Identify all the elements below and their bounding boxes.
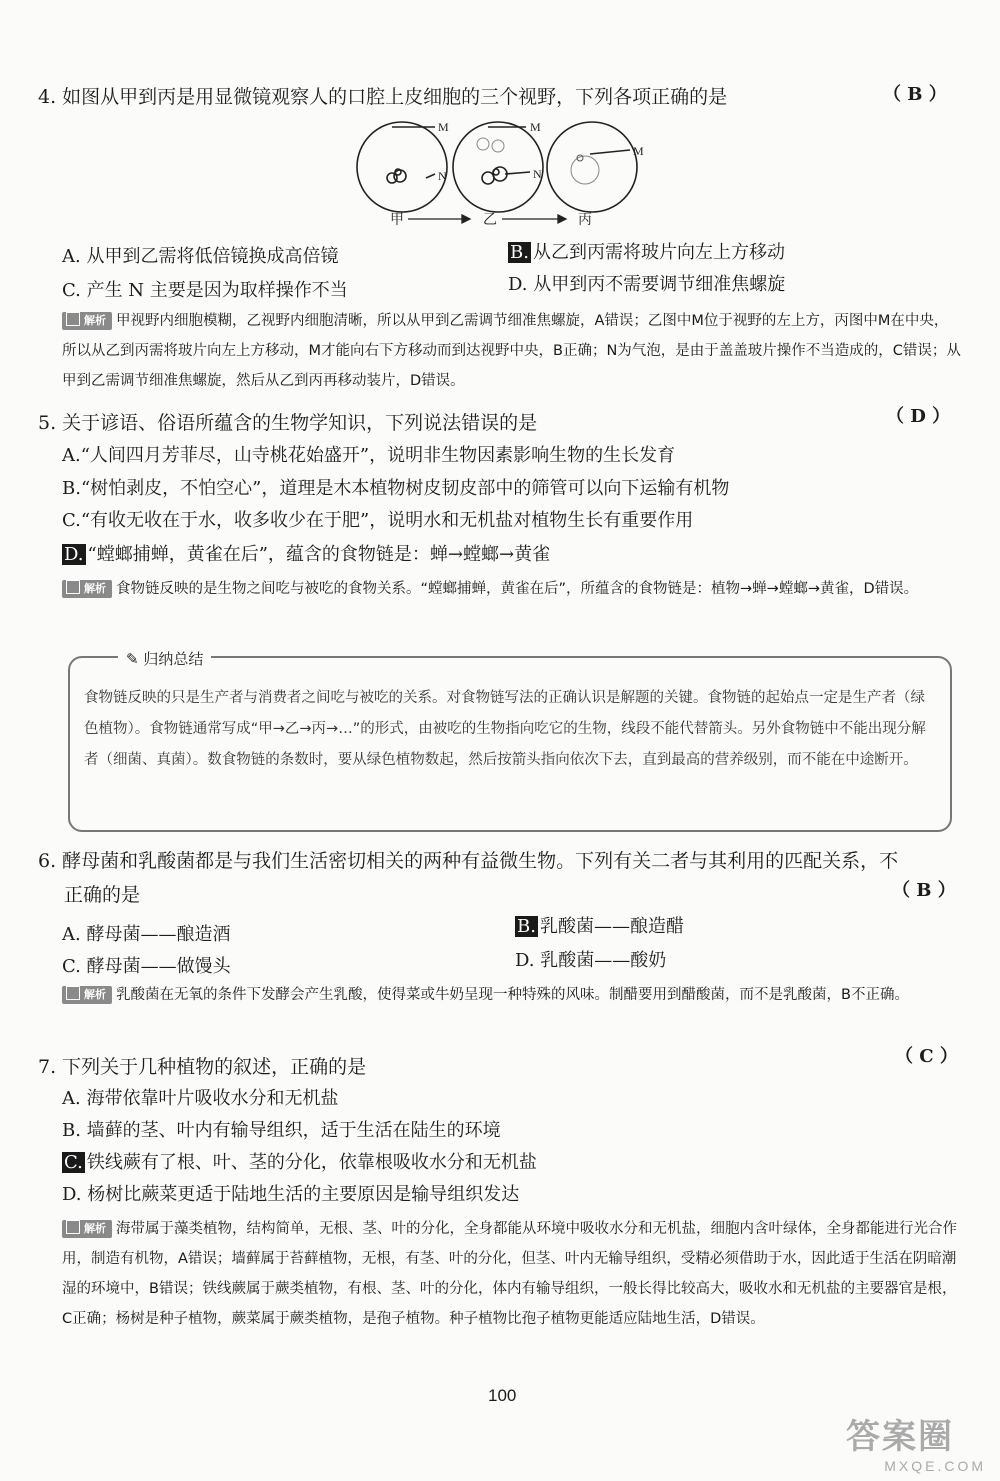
q7-option-d: D. 杨树比蕨菜更适于陆地生活的主要原因是输导组织发达 [62,1184,520,1205]
pencil-icon: ✎ [126,650,139,668]
watermark-logo [846,1409,986,1473]
q5-answer: （ D ） [886,406,951,427]
analysis-tag-label: 解析 [84,1222,106,1235]
q5-option-d [62,540,550,566]
q4-option-b-text: 从乙到丙需将玻片向左上方移动 [532,242,785,263]
q4-option-d: D. 从甲到丙不需要调节细准焦螺旋 [508,274,786,295]
microscope-fields-figure [340,110,660,230]
label-m-3: M [633,144,644,158]
q7-option-c-text: 铁线蕨有了根、叶、茎的分化，依靠根吸收水分和无机盐 [86,1152,537,1173]
label-jia: 甲 [390,212,404,228]
q6-analysis [62,980,962,1010]
label-n-2: N [533,167,542,181]
q5-stem: 5. 关于谚语、俗语所蕴含的生物学知识，下列说法错误的是 [38,412,538,434]
answer-mark: B. [517,916,536,937]
q4-stem: 4. 如图从甲到丙是用显微镜观察人的口腔上皮细胞的三个视野，下列各项正确的是 [38,86,728,108]
book-icon [66,1220,80,1234]
analysis-tag-label: 解析 [84,582,106,595]
answer-mark: D. [64,544,84,565]
field-bing [547,122,637,212]
q4-analysis [62,306,962,396]
summary-text: 食物链反映的只是生产者与消费者之间吃与被吃的关系。对食物链写法的正确认识是解题的关键。食物链的起始点一定是生产者（绿色植物）。食物链通常写成“甲→乙→丙→…”的形式，由被吃的生物指向吃它的生物，线段不能代替箭头。另外食物链中不能出现分解者（细菌、真菌）。数食物链的条数时，要从绿色植物数起，然后按箭头指向依次下去，直到最高的营养级别，而不能在中途断开。 [84,690,926,768]
q5-option-c: C.“有收无收在于水，收多收少在于肥”，说明水和无机盐对植物生长有重要作用 [62,510,694,531]
q7-analysis-text: 海带属于藻类植物，结构简单，无根、茎、叶的分化，全身都能从环境中吸收水分和无机盐，细胞内含叶绿体，全身都能进行光合作用，制造有机物，A错误；墙藓属于苔藓植物，无根，有茎、叶的分化，但茎、叶内无输导组织，受精必须借助于水，因此适于生活在阴暗潮湿的环境中，B错误；铁线蕨属于蕨类植物，有根、茎、叶的分化，体内有输导组织，一般长得比较高大，吸收水和无机盐的主要器官是根，C正确；杨树是种子植物，蕨菜属于蕨类植物，是孢子植物。种子植物比孢子植物更能适应陆地生活，D错误。 [62,1221,957,1327]
answer-mark: C. [64,1152,83,1173]
q7-stem: 7. 下列关于几种植物的叙述，正确的是 [38,1056,367,1078]
answer-mark: B. [510,242,529,263]
analysis-tag-label: 解析 [84,988,106,1001]
q6-option-b-text: 乳酸菌——酿造醋 [539,916,684,937]
book-icon [66,986,80,1000]
label-m-2: M [530,120,541,134]
q7-option-a: A. 海带依靠叶片吸收水分和无机盐 [62,1088,339,1109]
analysis-tag [62,580,112,598]
q4-analysis-text: 甲视野内细胞模糊，乙视野内细胞清晰，所以从甲到乙需调节细准焦螺旋，A错误；乙图中M位于视野的左上方，丙图中M在中央，所以从乙到丙需将玻片向左上方移动，M才能向右下方移动而到达视野中央，B正确；N为气泡，是由于盖盖玻片操作不当造成的，C错误；从甲到乙需调节细准焦螺旋，然后从乙到丙再移动装片，D错误。 [62,313,961,389]
label-bing: 丙 [578,212,592,228]
page-number: 100 [488,1386,517,1405]
field-jia [357,122,447,212]
label-m-1: M [438,120,449,134]
label-yi: 乙 [483,212,497,228]
q5-option-d-text: “螳螂捕蝉，黄雀在后”，蕴含的食物链是：蝉→螳螂→黄雀 [87,544,551,565]
analysis-tag [62,1220,112,1238]
q6-option-b [515,912,684,938]
q6-analysis-text: 乳酸菌在无氧的条件下发酵会产生乳酸，使得菜或牛奶呈现一种特殊的风味。制醋要用到醋酸菌，而不是乳酸菌，B不正确。 [116,987,909,1003]
analysis-tag-label: 解析 [84,314,106,327]
q6-stem-line2: 正确的是 [64,884,141,906]
q4-option-a: A. 从甲到乙需将低倍镜换成高倍镜 [62,246,339,267]
q5-analysis [62,574,962,604]
summary-title-text: 归纳总结 [143,650,204,668]
q6-stem-line1: 6. 酵母菌和乳酸菌都是与我们生活密切相关的两种有益微生物。下列有关二者与其利用的匹配关系，不 [38,850,899,872]
label-n-1: N [438,169,447,183]
q7-option-c [62,1148,537,1174]
q6-answer: （ B ） [892,880,956,901]
q6-option-d: D. 乳酸菌——酸奶 [515,950,667,971]
q4-option-b [508,238,785,264]
analysis-tag [62,312,112,330]
q6-option-a: A. 酵母菌——酿造酒 [62,924,231,945]
book-icon [66,580,80,594]
q4-answer: （ B ） [883,84,947,105]
watermark-line2: MXQE.COM [884,1458,986,1474]
summary-title [118,648,211,669]
q7-answer: （ C ） [895,1046,958,1067]
watermark-line1: 答案圈 [846,1417,954,1457]
analysis-tag [62,986,112,1004]
q4-option-c: C. 产生 N 主要是因为取样操作不当 [62,280,348,301]
book-icon [66,312,80,326]
q5-analysis-text: 食物链反映的是生物之间吃与被吃的食物关系。“螳螂捕蝉，黄雀在后”，所蕴含的食物链是：植物→蝉→螳螂→黄雀，D错误。 [116,581,919,597]
q5-option-a: A.“人间四月芳菲尽，山寺桃花始盛开”，说明非生物因素影响生物的生长发育 [62,445,676,466]
q7-option-b: B. 墙藓的茎、叶内有输导组织，适于生活在陆生的环境 [62,1120,501,1141]
q6-option-c: C. 酵母菌——做馒头 [62,956,231,977]
q7-analysis [62,1214,962,1334]
q5-option-b: B.“树怕剥皮，不怕空心”，道理是木本植物树皮韧皮部中的筛管可以向下运输有机物 [62,478,730,499]
